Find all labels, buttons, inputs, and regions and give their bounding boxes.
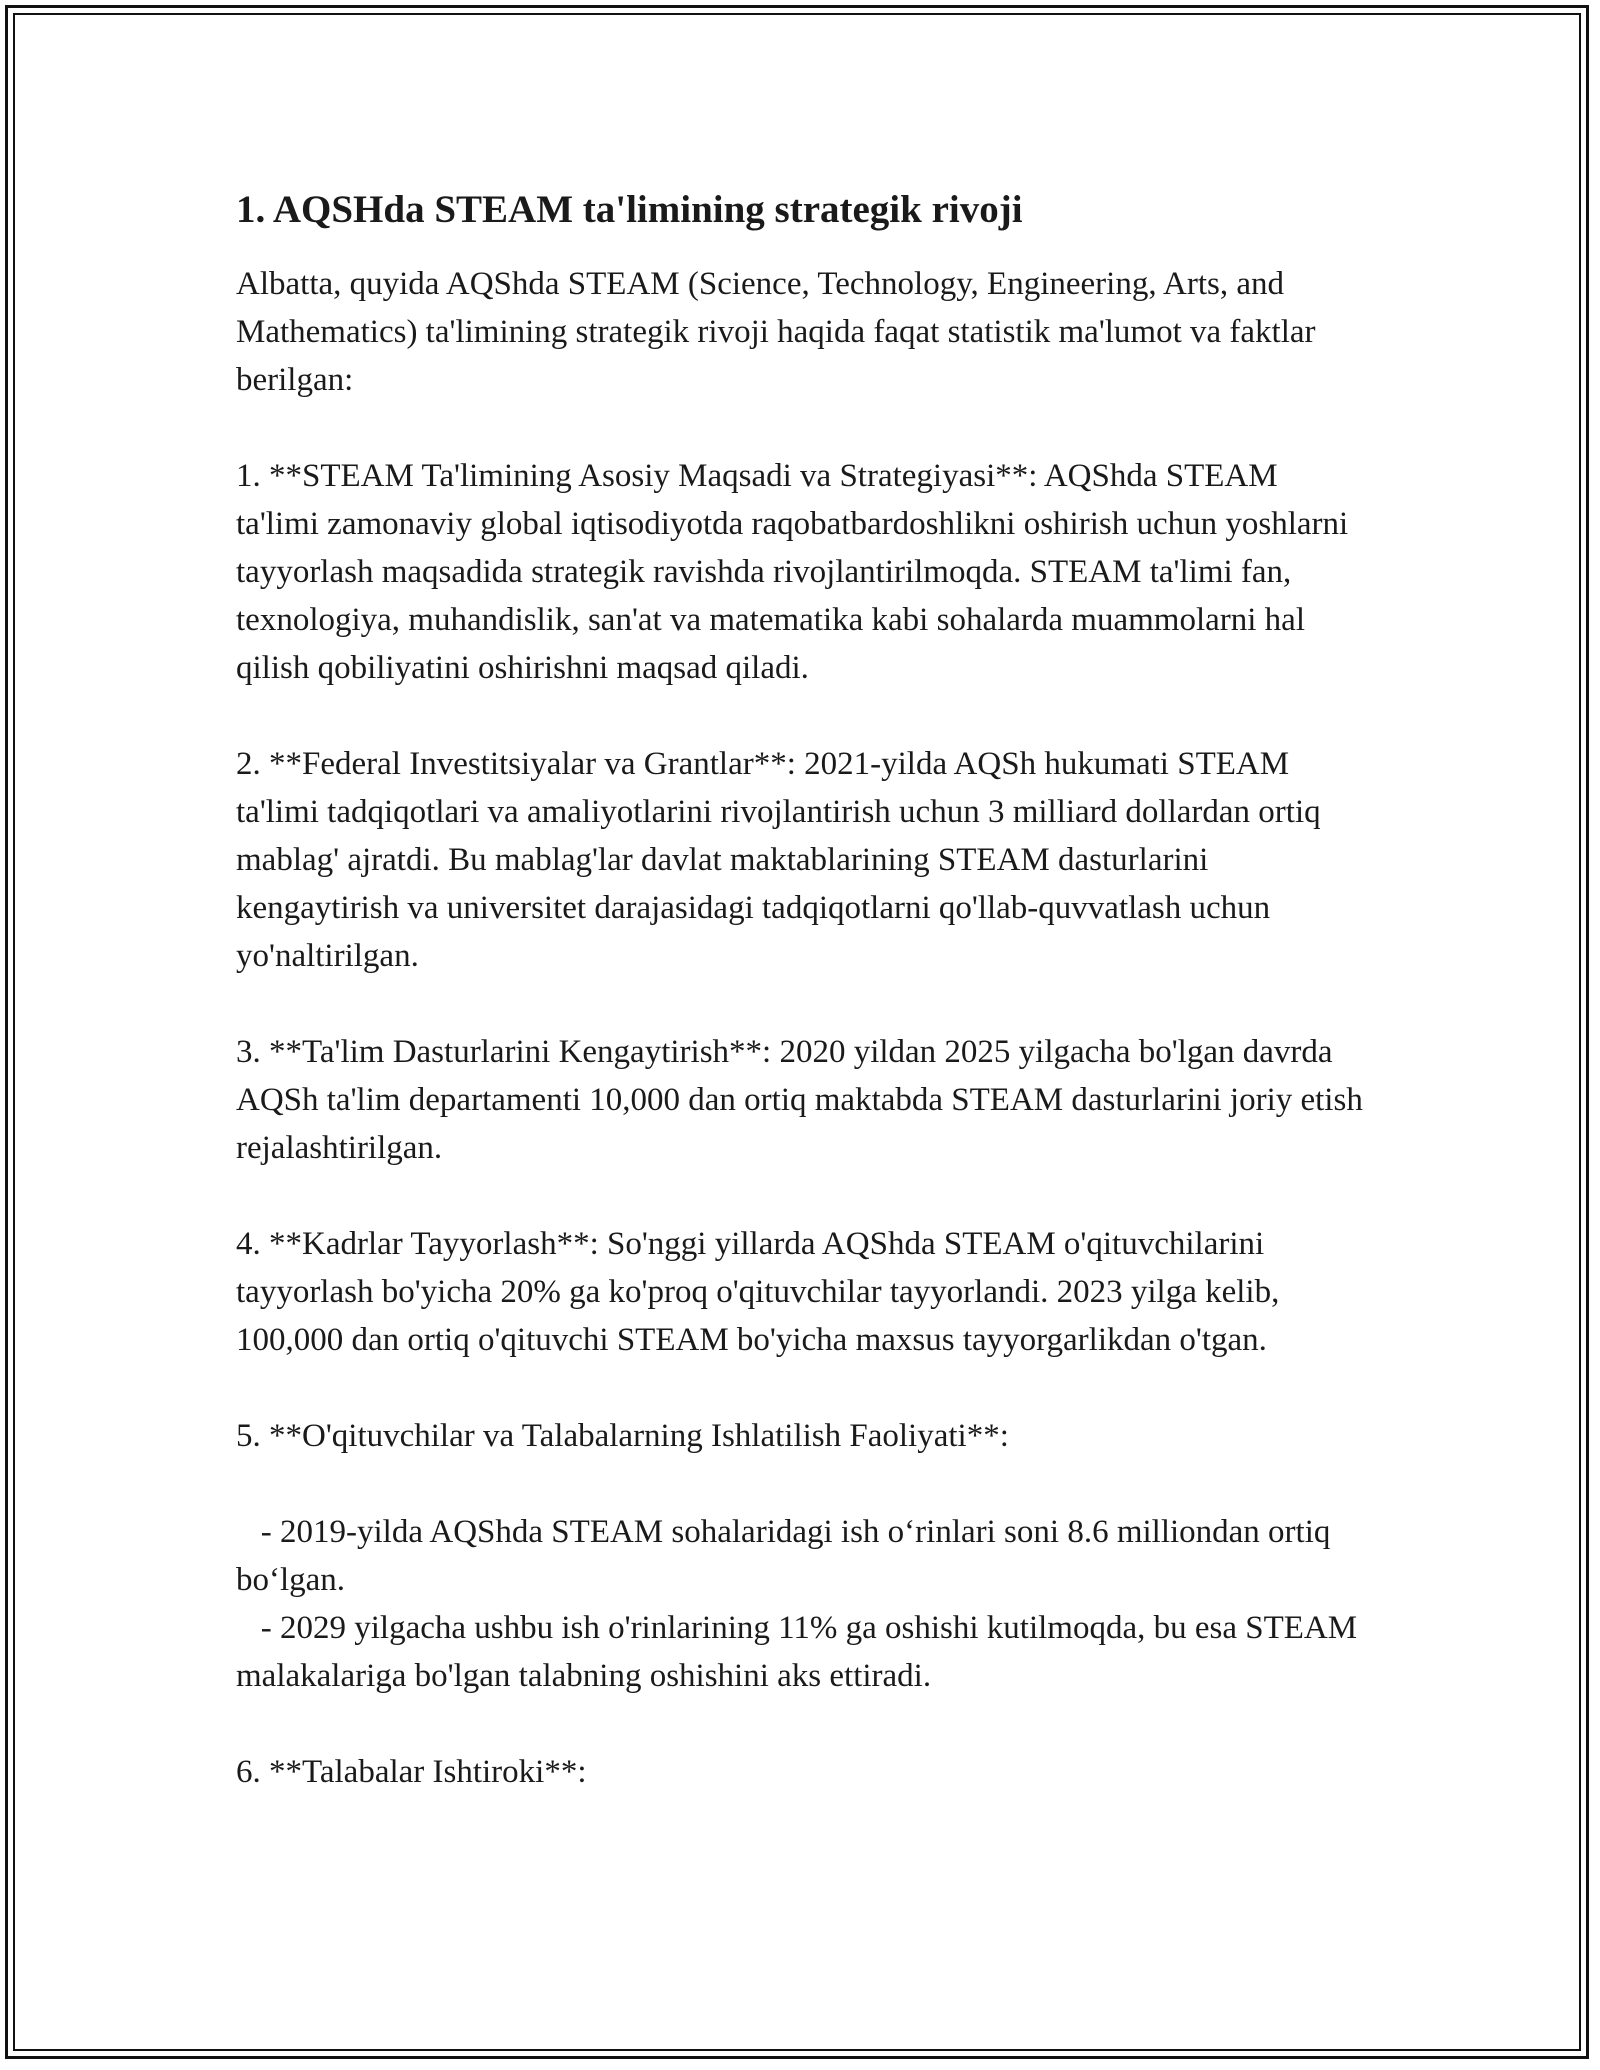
intro-paragraph: Albatta, quyida AQShda STEAM (Science, Technology, Engineering, Arts, and Mathematics) ta'limining strategik rivoji haqida faqat statistik ma'lumot va faktlar berilgan: bbox=[236, 266, 1316, 398]
paragraph-gap bbox=[236, 1364, 1366, 1412]
document-body bbox=[236, 186, 1372, 1796]
document-title: 1. AQSHda STEAM ta'limining strategik rivoji bbox=[236, 188, 1023, 231]
item-6-heading: 6. **Talabalar Ishtiroki**: bbox=[236, 1754, 587, 1790]
paragraph-gap bbox=[236, 1172, 1366, 1220]
sub-item-1: - 2019-yilda AQShda STEAM sohalaridagi ish o‘rinlari soni 8.6 milliondan ortiq bo‘lgan. bbox=[236, 1514, 1339, 1598]
item-1-paragraph: 1. **STEAM Ta'limining Asosiy Maqsadi va Strategiyasi**: AQShda STEAM ta'limi zamonaviy global iqtisodiyotda raqobatbardoshlikni oshirish uchun yoshlarni tayyorlash maqsadida strategik ravishda rivojlantirilmoqda. STEAM ta'limi fan, texnologiya, muhandislik, san'at va matematika kabi sohalarda muammolarni hal qilish qobiliyatini oshirishni maqsad qiladi. bbox=[236, 458, 1357, 686]
item-5-heading: 5. **O'qituvchilar va Talabalarning Ishlatilish Faoliyati**: bbox=[236, 1418, 1009, 1454]
paragraph-gap bbox=[236, 692, 1366, 740]
paragraph-gap bbox=[236, 1460, 1366, 1508]
sub-item-2: - 2029 yilgacha ushbu ish o'rinlarining 11% ga oshishi kutilmoqda, bu esa STEAM malakalariga bo'lgan talabning oshishini aks ettiradi. bbox=[236, 1610, 1366, 1694]
item-2-paragraph: 2. **Federal Investitsiyalar va Grantlar**: 2021-yilda AQSh hukumati STEAM ta'limi tadqiqotlari va amaliyotlarini rivojlantirish uchun 3 milliard dollardan ortiq mablag' ajratdi. Bu mablag'lar davlat maktablarining STEAM dasturlarini kengaytirish va universitet darajasidagi tadqiqotlarni qo'llab-quvvatlash uchun yo'naltirilgan. bbox=[236, 746, 1329, 974]
item-3-paragraph: 3. **Ta'lim Dasturlarini Kengaytirish**: 2020 yildan 2025 yilgacha bo'lgan davrda AQSh ta'lim departamenti 10,000 dan ortiq maktabda STEAM dasturlarini joriy etish rejalashtirilgan. bbox=[236, 1034, 1372, 1166]
paragraph-gap bbox=[236, 1700, 1366, 1748]
paragraph-gap bbox=[236, 980, 1366, 1028]
paragraph-gap bbox=[236, 404, 1366, 452]
item-4-paragraph: 4. **Kadrlar Tayyorlash**: So'nggi yillarda AQShda STEAM o'qituvchilarini tayyorlash bo'yicha 20% ga ko'proq o'qituvchilar tayyorlandi. 2023 yilga kelib, 100,000 dan ortiq o'qituvchi STEAM bo'yicha maxsus tayyorgarlikdan o'tgan. bbox=[236, 1226, 1288, 1358]
